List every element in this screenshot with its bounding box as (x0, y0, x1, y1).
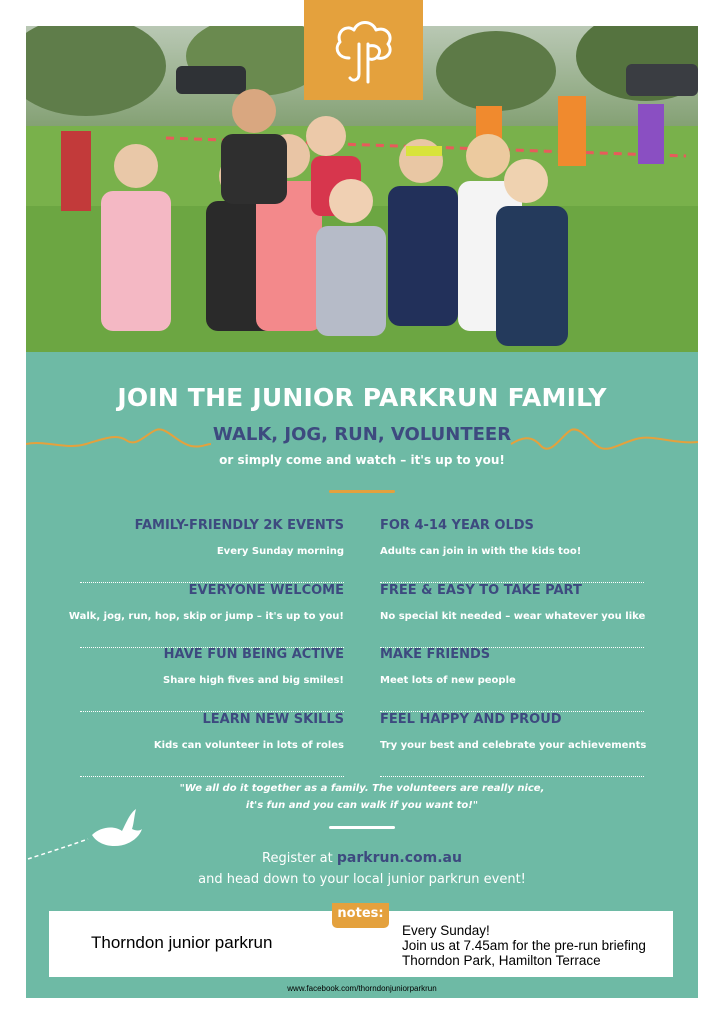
divider-bottom (329, 826, 395, 829)
page-title: JOIN THE JUNIOR PARKRUN FAMILY (117, 383, 607, 412)
feature-learn-skills (80, 712, 344, 777)
feature-make-friends (380, 647, 644, 712)
register-text (26, 848, 698, 890)
event-detail-line: Every Sunday! (402, 923, 490, 938)
facebook-link[interactable]: www.facebook.com/thorndonjuniorparkrun (287, 984, 437, 993)
feature-everyone-welcome (68, 583, 344, 648)
feature-heading: FREE & EASY TO TAKE PART (380, 583, 582, 598)
feature-heading: FOR 4-14 YEAR OLDS (380, 518, 534, 533)
feature-free-easy (380, 583, 644, 648)
feature-detail: Meet lots of new people (380, 675, 516, 686)
logo-tab (304, 0, 423, 100)
divider-top (329, 490, 395, 493)
feature-fun-active (80, 647, 344, 712)
feature-heading: HAVE FUN BEING ACTIVE (163, 647, 344, 662)
feature-heading: EVERYONE WELCOME (188, 583, 344, 598)
feature-heading: MAKE FRIENDS (380, 647, 491, 662)
page-subtitle: WALK, JOG, RUN, VOLUNTEER (212, 424, 512, 445)
notes-label: notes: (332, 903, 389, 928)
parkrun-link[interactable]: parkrun.com.au (336, 850, 462, 866)
feature-happy-proud (380, 712, 647, 777)
event-detail-line: Thorndon Park, Hamilton Terrace (402, 953, 601, 968)
quote-line-2: it's fun and you can walk if you want to!" (245, 800, 479, 811)
register-line-2: and head down to your local junior parkrun event! (198, 872, 526, 887)
feature-heading: FAMILY-FRIENDLY 2K EVENTS (134, 518, 344, 533)
event-details (402, 923, 646, 968)
feature-heading: FEEL HAPPY AND PROUD (380, 712, 562, 727)
register-prefix: Register at (262, 851, 337, 866)
feature-detail: Adults can join in with the kids too! (380, 546, 582, 557)
poster (26, 26, 698, 998)
feature-detail: Share high fives and big smiles! (163, 675, 344, 686)
event-detail-line: Join us at 7.45am for the pre-run briefing (402, 938, 646, 953)
feature-age-range (380, 518, 644, 583)
feature-detail: Walk, jog, run, hop, skip or jump – it's up to you! (68, 611, 344, 622)
feature-detail: Try your best and celebrate your achievements (380, 740, 647, 751)
feature-detail: No special kit needed – wear whatever you like (380, 611, 646, 622)
event-name: Thorndon junior parkrun (91, 933, 273, 952)
tagline: or simply come and watch – it's up to you! (219, 453, 505, 467)
parkrun-logo-icon (304, 0, 423, 100)
feature-detail: Every Sunday morning (216, 546, 344, 557)
feature-heading: LEARN NEW SKILLS (202, 712, 344, 727)
feature-detail: Kids can volunteer in lots of roles (153, 740, 344, 751)
feature-family-friendly (80, 518, 344, 583)
quote-line-1: "We all do it together as a family. The volunteers are really nice, (179, 783, 545, 794)
